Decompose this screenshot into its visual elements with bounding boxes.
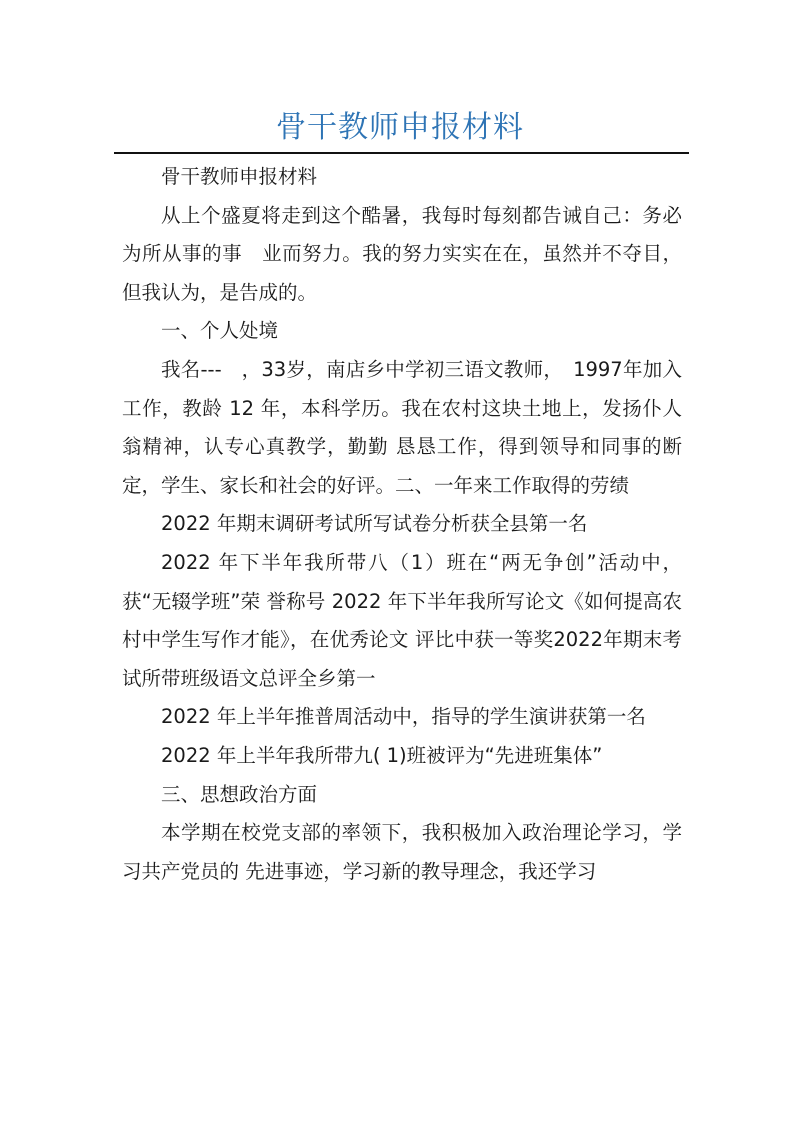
achievement-item: 2022 年期末调研考试所写试卷分析获全县第一名: [161, 512, 588, 536]
paragraph-personal: 我名--- ，33岁，南店乡中学初三语文教师， 1997年加入工作，教龄 12 年，本科学历。我在农村这块土地上，发扬仆人翁精神，认专心真教学，勤勤 恳恳工作，得到领导和同事的断定，学生、家长和社会的好评。二、一年来工作取得的劳绩: [122, 357, 682, 497]
achievement-item: 2022 年下半年我所带八（1）班在“两无争创”活动中，获“无辍学班”荣 誉称号 2022 年下半年我所写论文《如何提高农村中学生写作才能》，在优秀论文 评比中获一等奖2022年期末考试所带班级语文总评全乡第一: [122, 550, 682, 690]
section-heading-personal: 一、个人处境: [161, 319, 279, 343]
title-divider: [114, 152, 689, 154]
achievement-item: 2022 年上半年我所带九( 1)班被评为“先进班集体”: [161, 743, 603, 767]
document-title: 骨干教师申报材料: [276, 110, 524, 145]
paragraph-heading: 骨干教师申报材料: [161, 165, 318, 188]
document-body: [122, 158, 682, 891]
achievement-item: 2022 年上半年推普周活动中，指导的学生演讲获第一名: [161, 705, 646, 729]
paragraph-intro: 从上个盛夏将走到这个酷暑，我每时每刻都告诫自己：务必为所从事的事 业而努力。我的努力实实在在，虽然并不夺目，但我认为，是告成的。: [122, 203, 682, 304]
section-heading-political: 三、思想政治方面: [161, 782, 318, 806]
paragraph-political: 本学期在校党支部的率领下，我积极加入政治理论学习，学习共产党员的 先进事迹，学习新的教导理念，我还学习: [122, 821, 682, 883]
